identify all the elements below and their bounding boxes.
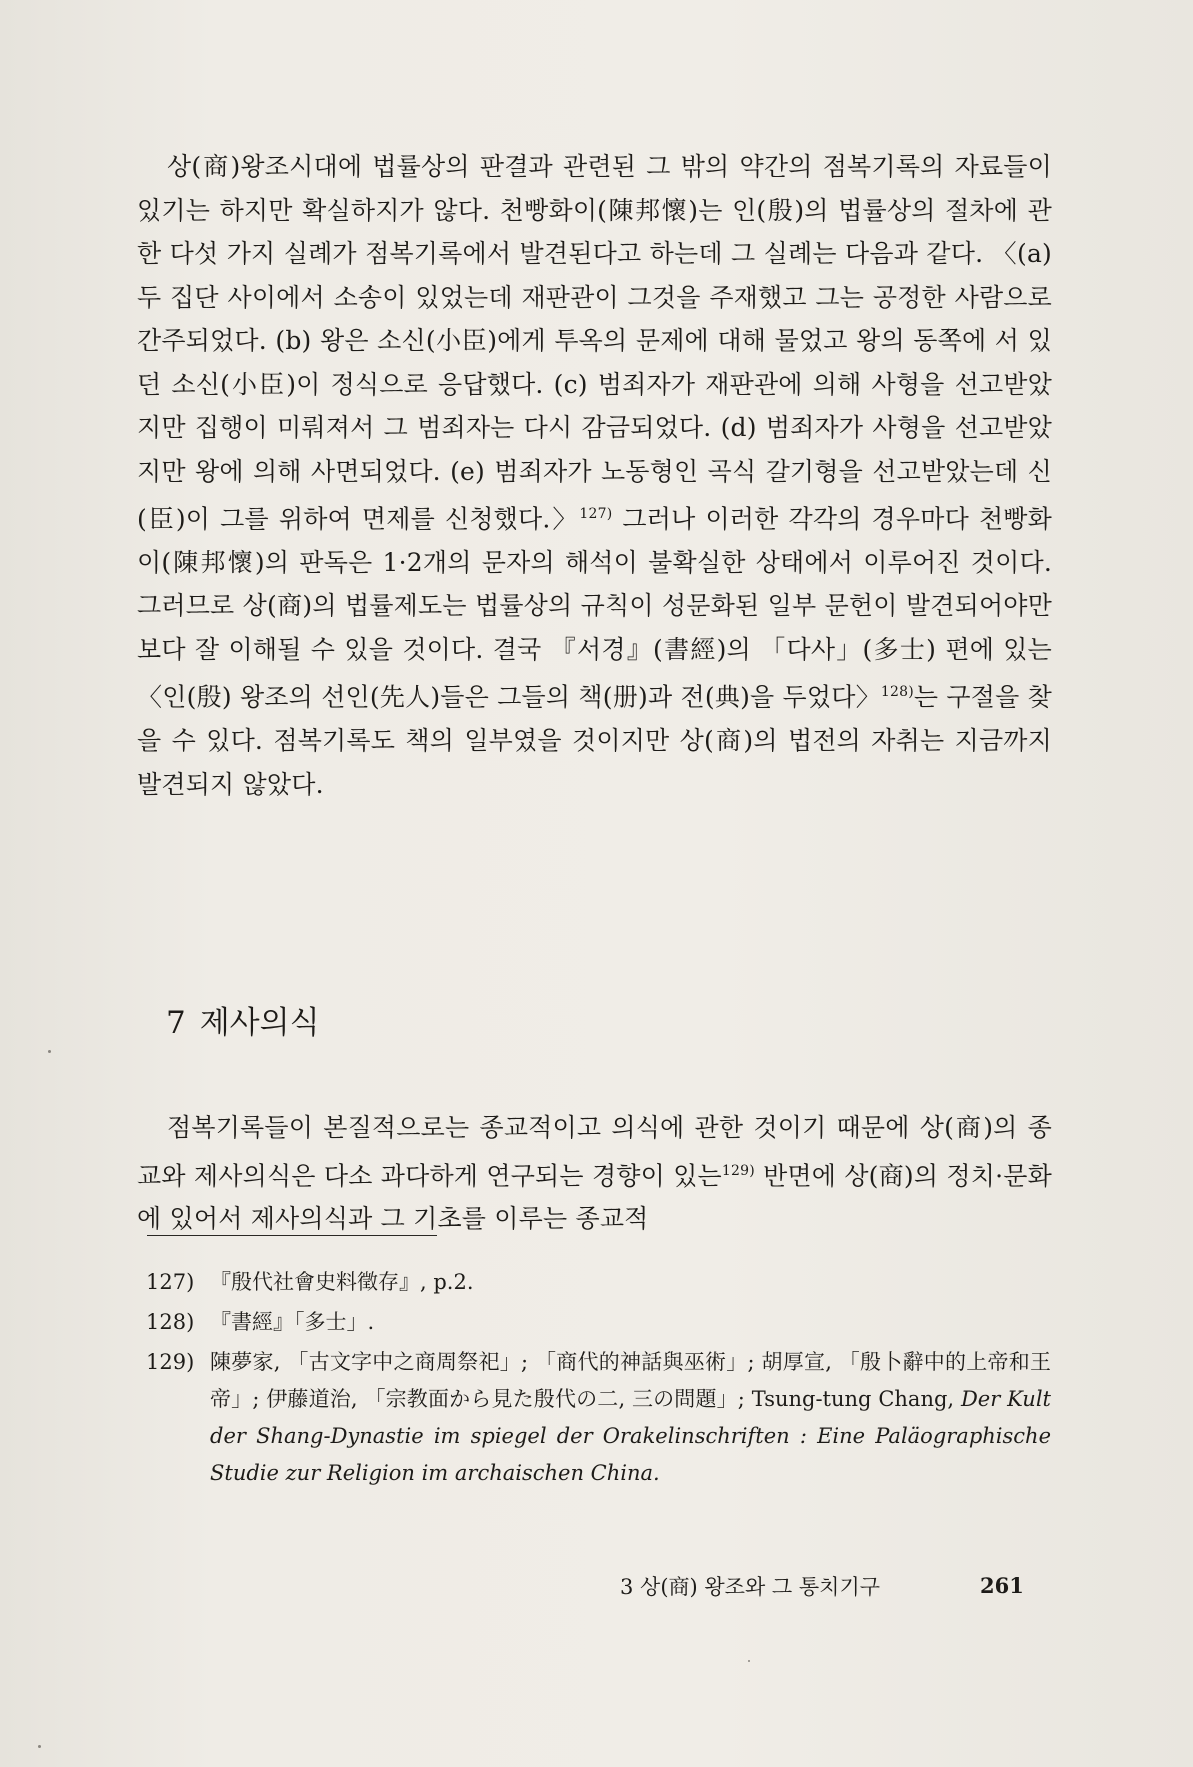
- section-number: 7: [166, 1005, 186, 1041]
- footnote-text-plain: 陳夢家, 「古文字中之商周祭祀」; 「商代的神話與巫術」; 胡厚宣, 「殷卜辭中的上帝和王帝」; 伊藤道治, 「宗教面から見た殷代の二, 三の問題」; Tsung-tung Chang,: [210, 1350, 1051, 1411]
- paper-speck: [38, 1745, 41, 1748]
- footnote-129: [146, 1344, 1051, 1492]
- footnote-text: 『書經』「多士」.: [210, 1310, 375, 1334]
- paper-speck: [48, 1050, 51, 1053]
- paragraph-1-end: 는 구절을 찾을 수 있다. 점복기록도 책의 일부였을 것이지만 상(商)의 법전의 자취는 지금까지 발견되지 않았다.: [137, 682, 1052, 799]
- section-heading: [166, 997, 320, 1042]
- section-title: 제사의식: [199, 1005, 320, 1041]
- body-paragraph-1: [137, 145, 1052, 806]
- footnote-127: [146, 1264, 1051, 1301]
- footnote-number: 128): [146, 1310, 195, 1334]
- footnote-number: 127): [146, 1270, 195, 1294]
- running-footer: 3 상(商) 왕조와 그 통치기구: [620, 1575, 881, 1599]
- paragraph-2-text: 점복기록들이 본질적으로는 종교적이고 의식에 관한 것이기 때문에 상(商)의 종교와 제사의식은 다소 과다하게 연구되는 경향이 있는: [137, 1113, 1052, 1190]
- footnote-text-italic: Der Kult der Shang-Dynastie im spiegel der Orakelinschriften : Eine Paläographische Studie zur Religion im archaischen China.: [210, 1387, 1051, 1485]
- footnote-ref-128: 128): [880, 684, 914, 701]
- paragraph-2-end: 반면에 상(商)의 정치·문화에 있어서 제사의식과 그 기초를 이루는 종교적: [137, 1160, 1052, 1234]
- footnote-number: 129): [146, 1350, 195, 1374]
- footnote-text: [210, 1344, 1051, 1492]
- footnote-128: [146, 1304, 1051, 1341]
- paper-speck: [748, 1660, 750, 1662]
- paragraph-1-text: 상(商)왕조시대에 법률상의 판결과 관련된 그 밖의 약간의 점복기록의 자료들이 있기는 하지만 확실하지가 않다. 천빵화이(陳邦懷)는 인(殷)의 법률상의 절차에 관한 다섯 가지 실례가 점복기록에서 발견된다고 하는데 그 실례는 다음과 같다. 〈(a) 두 집단 사이에서 소송이 있었는데 재판관이 그것을 주재했고 그는 공정한 사람으로 간주되었다. (b) 왕은 소신(小臣)에게 투옥의 문제에 대해 물었고 왕의 동쪽에 서 있던 소신(小臣)이 정식으로 응답했다. (c) 범죄자가 재판관에 의해 사형을 선고받았지만 집행이 미뤄져서 그 범죄자는 다시 감금되었다. (d) 범죄자가 사형을 선고받았지만 왕에 의해 사면되었다. (e) 범죄자가 노동형인 곡식 갈기형을 선고받았는데 신(臣)이 그를 위하여 면제를 신청했다.〉: [137, 152, 1052, 534]
- page-number: 261: [980, 1573, 1024, 1598]
- paragraph-1-continued: 그러나 이러한 각각의 경우마다 천빵화이(陳邦懷)의 판독은 1·2개의 문자의 해석이 불확실한 상태에서 이루어진 것이다. 그러므로 상(商)의 법률제도는 법률상의 규칙이 성문화된 일부 문헌이 발견되어야만 보다 잘 이해될 수 있을 것이다. 결국 『서경』(書經)의 「다사」(多士) 편에 있는 〈인(殷) 왕조의 선인(先人)들은 그들의 책(册)과 전(典)을 두었다〉: [137, 504, 1053, 712]
- footnote-text: 『殷代社會史料徵存』, p.2.: [210, 1270, 474, 1294]
- footnote-divider: [147, 1235, 437, 1236]
- footnote-ref-129: 129): [721, 1162, 755, 1179]
- footnote-ref-127: 127): [579, 506, 613, 522]
- footnotes: [146, 1264, 1051, 1495]
- body-paragraph-2: [137, 1106, 1052, 1241]
